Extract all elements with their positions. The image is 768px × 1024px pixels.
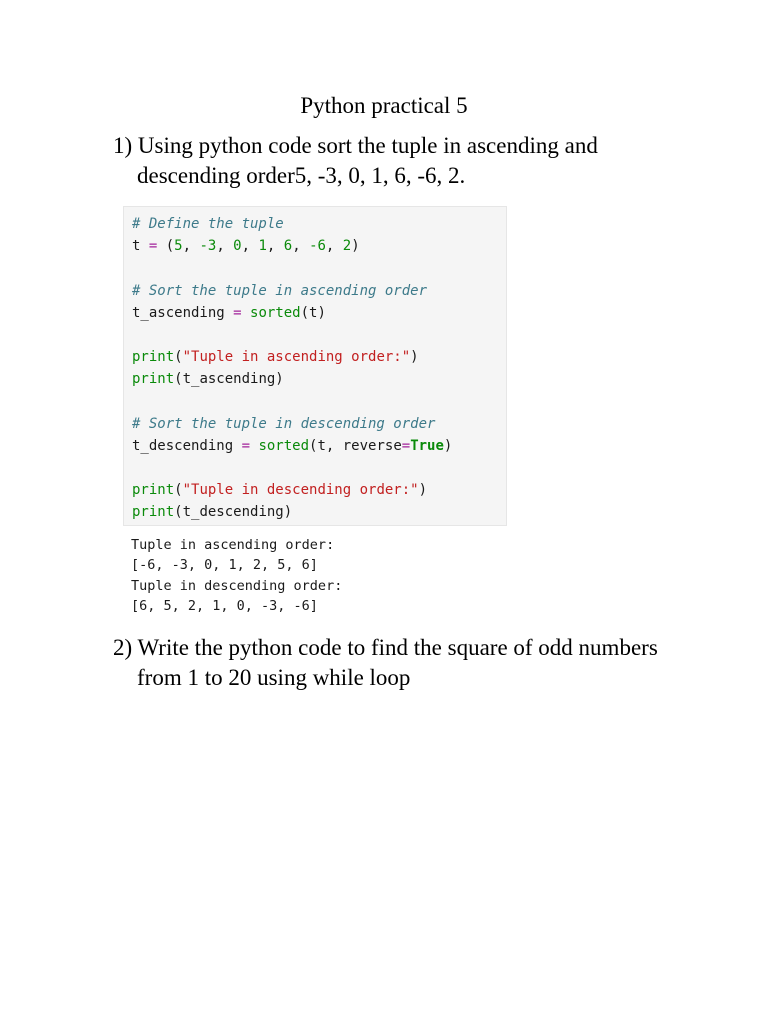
code-punct: ( (174, 349, 183, 366)
code-comment: # Define the tuple (132, 216, 284, 232)
code-punct: , (216, 238, 234, 255)
code-line-7 (132, 346, 498, 368)
code-output (131, 535, 342, 617)
code-builtin: sorted (250, 304, 301, 321)
code-line-5 (132, 302, 498, 324)
code-identifier: t_descending (132, 437, 242, 454)
code-comment: # Sort the tuple in descending order (132, 415, 436, 432)
code-operator: = (401, 437, 411, 454)
output-line-2: [-6, -3, 0, 1, 2, 5, 6] (131, 557, 318, 574)
code-line-8 (132, 368, 498, 390)
code-operator: = (233, 304, 242, 321)
page-title: Python practical 5 (300, 93, 468, 118)
code-number: 5 (174, 238, 183, 255)
code-comment: # Sort the tuple in ascending order (132, 282, 428, 299)
code-identifier: t (132, 238, 149, 255)
code-builtin: print (132, 371, 175, 388)
code-line-14 (132, 501, 498, 523)
code-punct: ) (351, 238, 360, 255)
question-2 (113, 633, 673, 693)
code-line-4 (132, 280, 498, 302)
question-1-line-2: descending order5, -3, 0, 1, 6, -6, 2. (137, 163, 466, 188)
code-number: 2 (342, 238, 352, 255)
code-punct: , (292, 238, 310, 255)
output-line-4: [6, 5, 2, 1, 0, -3, -6] (131, 598, 318, 615)
code-line-blank (132, 257, 498, 279)
question-1-line-1: 1) Using python code sort the tuple in ascending and (113, 133, 598, 158)
code-builtin: print (132, 482, 175, 499)
code-builtin: print (132, 349, 175, 366)
code-punct: , (325, 238, 343, 255)
code-number: 6 (283, 238, 293, 255)
code-builtin: sorted (258, 437, 310, 454)
code-line-blank (132, 324, 498, 346)
code-number: 0 (233, 238, 242, 255)
code-args: (t_descending) (174, 504, 293, 521)
code-line-11 (132, 435, 498, 457)
code-punct: ( (174, 482, 183, 499)
code-punct: ( (157, 238, 175, 255)
code-punct: ) (443, 437, 453, 454)
code-line-blank (132, 391, 498, 413)
output-line-1: Tuple in ascending order: (131, 537, 335, 553)
code-punct: , (266, 238, 284, 255)
code-operator: = (148, 238, 158, 255)
code-keyword: True (410, 437, 444, 454)
code-line-2 (132, 235, 498, 257)
code-cell[interactable] (123, 206, 507, 526)
code-builtin: print (132, 504, 175, 521)
code-string: "Tuple in descending order:" (182, 482, 419, 499)
code-string: "Tuple in ascending order:" (182, 349, 411, 366)
code-args: (t, reverse (309, 437, 402, 454)
code-punct: ) (410, 349, 419, 366)
code-punct: ) (418, 482, 428, 499)
code-identifier: t_ascending (132, 304, 234, 321)
code-operator: = (241, 437, 251, 454)
code-line-1 (132, 213, 498, 235)
code-line-10 (132, 413, 498, 435)
code-number: -3 (199, 238, 217, 255)
code-line-13 (132, 479, 498, 501)
code-punct: , (241, 238, 259, 255)
code-line-blank (132, 457, 498, 479)
question-2-line-2: from 1 to 20 using while loop (137, 665, 411, 690)
output-line-3: Tuple in descending order: (131, 577, 343, 594)
question-1 (113, 131, 673, 191)
code-args: (t_ascending) (174, 371, 284, 388)
question-2-line-1: 2) Write the python code to find the square of odd numbers (113, 635, 658, 660)
code-number: -6 (309, 238, 326, 255)
code-args: (t) (300, 304, 326, 321)
code-punct: , (182, 238, 200, 255)
code-space (242, 305, 250, 321)
code-number: 1 (258, 238, 267, 255)
